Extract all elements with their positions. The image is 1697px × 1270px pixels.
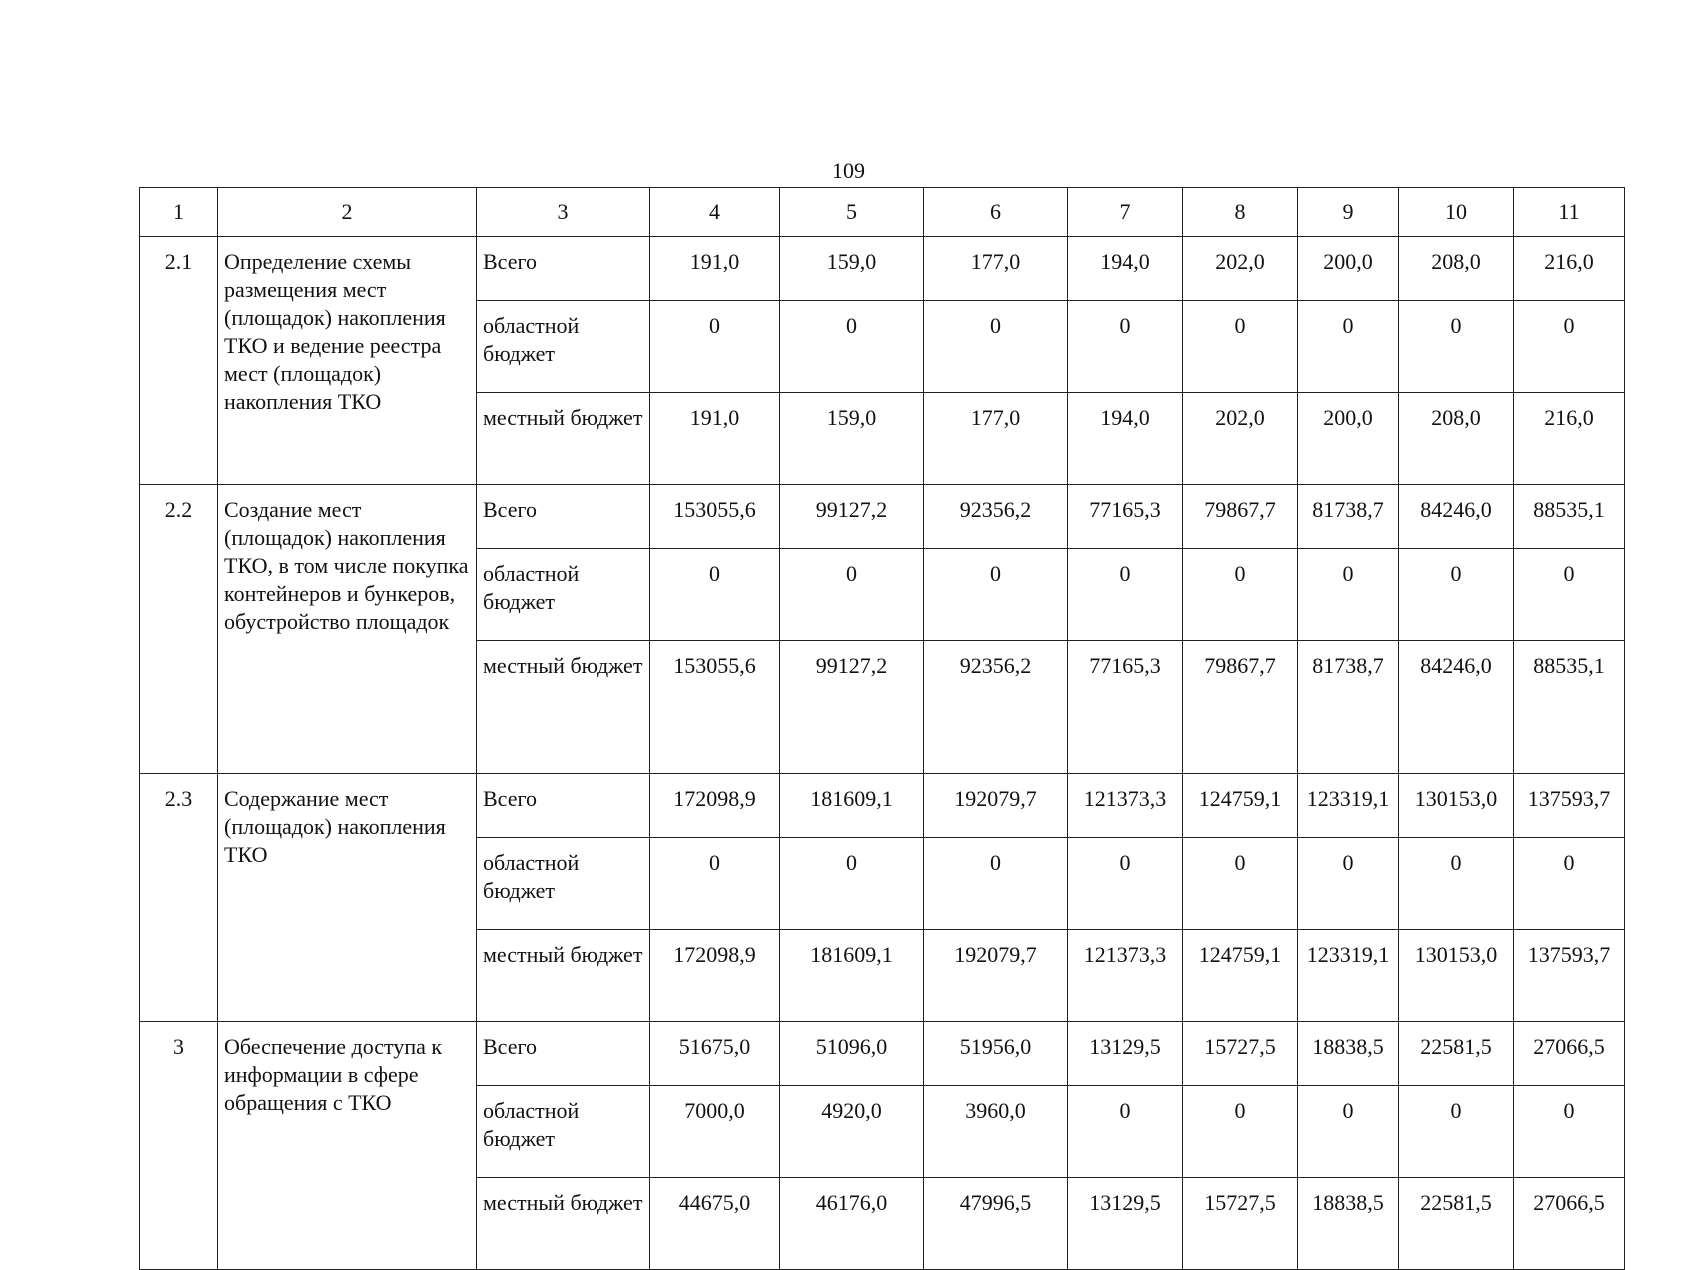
value-cell: 51675,0 bbox=[650, 1022, 780, 1086]
value-cell: 130153,0 bbox=[1399, 774, 1514, 838]
value-cell: 47996,5 bbox=[924, 1178, 1068, 1270]
value-cell: 194,0 bbox=[1068, 393, 1183, 485]
value-cell: 202,0 bbox=[1183, 393, 1298, 485]
column-number: 9 bbox=[1298, 188, 1399, 237]
value-cell: 84246,0 bbox=[1399, 641, 1514, 774]
funding-source: местный бюджет bbox=[477, 930, 650, 1022]
value-cell: 0 bbox=[780, 838, 924, 930]
value-cell: 0 bbox=[1298, 301, 1399, 393]
value-cell: 0 bbox=[780, 301, 924, 393]
value-cell: 0 bbox=[780, 549, 924, 641]
table-row bbox=[140, 237, 1625, 301]
value-cell: 0 bbox=[1183, 1086, 1298, 1178]
value-cell: 13129,5 bbox=[1068, 1178, 1183, 1270]
value-cell: 15727,5 bbox=[1183, 1022, 1298, 1086]
value-cell: 13129,5 bbox=[1068, 1022, 1183, 1086]
value-cell: 22581,5 bbox=[1399, 1178, 1514, 1270]
value-cell: 0 bbox=[924, 838, 1068, 930]
value-cell: 0 bbox=[924, 549, 1068, 641]
value-cell: 130153,0 bbox=[1399, 930, 1514, 1022]
funding-source: областной бюджет bbox=[477, 1086, 650, 1178]
value-cell: 177,0 bbox=[924, 237, 1068, 301]
item-code: 2.2 bbox=[140, 485, 218, 774]
funding-source: областной бюджет bbox=[477, 301, 650, 393]
value-cell: 81738,7 bbox=[1298, 485, 1399, 549]
column-number: 5 bbox=[780, 188, 924, 237]
column-number: 3 bbox=[477, 188, 650, 237]
value-cell: 0 bbox=[1399, 301, 1514, 393]
item-code: 2.3 bbox=[140, 774, 218, 1022]
value-cell: 191,0 bbox=[650, 393, 780, 485]
value-cell: 99127,2 bbox=[780, 485, 924, 549]
value-cell: 44675,0 bbox=[650, 1178, 780, 1270]
value-cell: 0 bbox=[1514, 301, 1625, 393]
funding-source: местный бюджет bbox=[477, 393, 650, 485]
value-cell: 0 bbox=[1514, 838, 1625, 930]
funding-source: Всего bbox=[477, 485, 650, 549]
column-number: 11 bbox=[1514, 188, 1625, 237]
value-cell: 79867,7 bbox=[1183, 485, 1298, 549]
value-cell: 15727,5 bbox=[1183, 1178, 1298, 1270]
funding-source: областной бюджет bbox=[477, 838, 650, 930]
value-cell: 177,0 bbox=[924, 393, 1068, 485]
value-cell: 77165,3 bbox=[1068, 641, 1183, 774]
value-cell: 124759,1 bbox=[1183, 774, 1298, 838]
value-cell: 121373,3 bbox=[1068, 774, 1183, 838]
value-cell: 18838,5 bbox=[1298, 1178, 1399, 1270]
column-number: 6 bbox=[924, 188, 1068, 237]
value-cell: 0 bbox=[1514, 549, 1625, 641]
value-cell: 7000,0 bbox=[650, 1086, 780, 1178]
value-cell: 0 bbox=[1298, 838, 1399, 930]
value-cell: 208,0 bbox=[1399, 237, 1514, 301]
value-cell: 4920,0 bbox=[780, 1086, 924, 1178]
value-cell: 77165,3 bbox=[1068, 485, 1183, 549]
value-cell: 0 bbox=[1183, 301, 1298, 393]
funding-source: областной бюджет bbox=[477, 549, 650, 641]
value-cell: 123319,1 bbox=[1298, 930, 1399, 1022]
value-cell: 216,0 bbox=[1514, 237, 1625, 301]
table-row bbox=[140, 485, 1625, 549]
value-cell: 51096,0 bbox=[780, 1022, 924, 1086]
value-cell: 92356,2 bbox=[924, 641, 1068, 774]
budget-table bbox=[139, 187, 1625, 1270]
value-cell: 153055,6 bbox=[650, 641, 780, 774]
value-cell: 92356,2 bbox=[924, 485, 1068, 549]
value-cell: 0 bbox=[1298, 1086, 1399, 1178]
value-cell: 208,0 bbox=[1399, 393, 1514, 485]
value-cell: 0 bbox=[1068, 838, 1183, 930]
column-number: 8 bbox=[1183, 188, 1298, 237]
funding-source: Всего bbox=[477, 237, 650, 301]
value-cell: 0 bbox=[650, 838, 780, 930]
item-code: 3 bbox=[140, 1022, 218, 1270]
value-cell: 0 bbox=[1399, 549, 1514, 641]
funding-source: местный бюджет bbox=[477, 1178, 650, 1270]
value-cell: 124759,1 bbox=[1183, 930, 1298, 1022]
item-name: Содержание мест (площадок) накопления ТКО bbox=[218, 774, 477, 1022]
value-cell: 0 bbox=[1399, 1086, 1514, 1178]
value-cell: 0 bbox=[650, 549, 780, 641]
item-name: Создание мест (площадок) накопления ТКО, в том числе покупка контейнеров и бункеров, обустройство площадок bbox=[218, 485, 477, 774]
funding-source: Всего bbox=[477, 1022, 650, 1086]
column-number: 10 bbox=[1399, 188, 1514, 237]
column-number: 4 bbox=[650, 188, 780, 237]
value-cell: 181609,1 bbox=[780, 774, 924, 838]
value-cell: 46176,0 bbox=[780, 1178, 924, 1270]
value-cell: 22581,5 bbox=[1399, 1022, 1514, 1086]
value-cell: 172098,9 bbox=[650, 774, 780, 838]
value-cell: 159,0 bbox=[780, 393, 924, 485]
value-cell: 192079,7 bbox=[924, 774, 1068, 838]
value-cell: 51956,0 bbox=[924, 1022, 1068, 1086]
page-number: 109 bbox=[832, 158, 865, 183]
value-cell: 202,0 bbox=[1183, 237, 1298, 301]
value-cell: 18838,5 bbox=[1298, 1022, 1399, 1086]
value-cell: 159,0 bbox=[780, 237, 924, 301]
value-cell: 137593,7 bbox=[1514, 774, 1625, 838]
value-cell: 88535,1 bbox=[1514, 641, 1625, 774]
value-cell: 0 bbox=[1183, 549, 1298, 641]
value-cell: 0 bbox=[1068, 301, 1183, 393]
item-name: Определение схемы размещения мест (площадок) накопления ТКО и ведение реестра мест (площадок) накопления ТКО bbox=[218, 237, 477, 485]
value-cell: 0 bbox=[1183, 838, 1298, 930]
value-cell: 153055,6 bbox=[650, 485, 780, 549]
value-cell: 79867,7 bbox=[1183, 641, 1298, 774]
funding-source: Всего bbox=[477, 774, 650, 838]
value-cell: 84246,0 bbox=[1399, 485, 1514, 549]
column-number-row bbox=[140, 188, 1625, 237]
value-cell: 172098,9 bbox=[650, 930, 780, 1022]
column-number: 1 bbox=[140, 188, 218, 237]
value-cell: 0 bbox=[924, 301, 1068, 393]
value-cell: 0 bbox=[650, 301, 780, 393]
value-cell: 137593,7 bbox=[1514, 930, 1625, 1022]
value-cell: 27066,5 bbox=[1514, 1022, 1625, 1086]
value-cell: 192079,7 bbox=[924, 930, 1068, 1022]
value-cell: 0 bbox=[1068, 549, 1183, 641]
item-name: Обеспечение доступа к информации в сфере обращения с ТКО bbox=[218, 1022, 477, 1270]
value-cell: 0 bbox=[1068, 1086, 1183, 1178]
table-row bbox=[140, 1022, 1625, 1086]
value-cell: 216,0 bbox=[1514, 393, 1625, 485]
value-cell: 200,0 bbox=[1298, 237, 1399, 301]
value-cell: 123319,1 bbox=[1298, 774, 1399, 838]
value-cell: 194,0 bbox=[1068, 237, 1183, 301]
value-cell: 88535,1 bbox=[1514, 485, 1625, 549]
table-row bbox=[140, 774, 1625, 838]
value-cell: 27066,5 bbox=[1514, 1178, 1625, 1270]
value-cell: 200,0 bbox=[1298, 393, 1399, 485]
value-cell: 99127,2 bbox=[780, 641, 924, 774]
column-number: 7 bbox=[1068, 188, 1183, 237]
value-cell: 0 bbox=[1399, 838, 1514, 930]
value-cell: 0 bbox=[1298, 549, 1399, 641]
value-cell: 3960,0 bbox=[924, 1086, 1068, 1178]
value-cell: 191,0 bbox=[650, 237, 780, 301]
column-number: 2 bbox=[218, 188, 477, 237]
value-cell: 121373,3 bbox=[1068, 930, 1183, 1022]
item-code: 2.1 bbox=[140, 237, 218, 485]
value-cell: 181609,1 bbox=[780, 930, 924, 1022]
funding-source: местный бюджет bbox=[477, 641, 650, 774]
value-cell: 0 bbox=[1514, 1086, 1625, 1178]
value-cell: 81738,7 bbox=[1298, 641, 1399, 774]
